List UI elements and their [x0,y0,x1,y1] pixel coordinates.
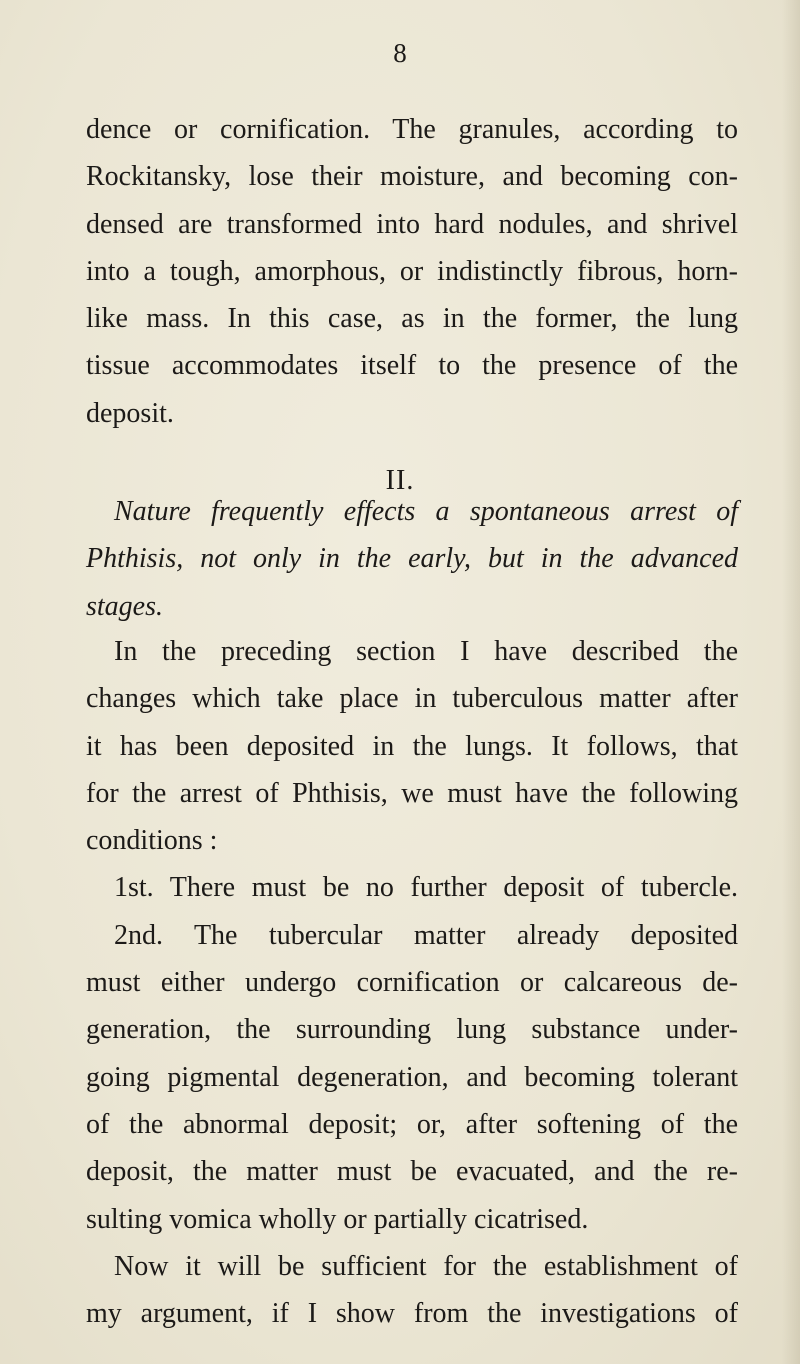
section-title-line: stages. [86,590,163,622]
text-line: going pigmental degeneration, and becoming tolerant [86,1061,738,1093]
text-line: deposit. [86,397,174,429]
paragraph-continued [86,106,738,437]
text-line: must either undergo cornification or calcareous de- [86,967,738,999]
text-line: Rockitansky, lose their moisture, and becoming con- [86,161,738,193]
text-line: sulting vomica wholly or partially cicatrised. [86,1203,589,1235]
section-title-line: Phthisis, not only in the early, but in the advanced [86,543,738,575]
text-line: 2nd. The tubercular matter already deposited [114,919,738,951]
text-line: In the preceding section I have described the [114,636,738,667]
text-line: like mass. In this case, as in the former, the lung [86,303,738,335]
text-line: conditions : [86,825,218,857]
text-line: deposit, the matter must be evacuated, and the re- [86,1156,738,1188]
section-title-line: Nature frequently effects a spontaneous arrest of [114,496,738,527]
section-title [86,488,738,630]
text-line: it has been deposited in the lungs. It follows, that [86,730,738,762]
text-line: dence or cornification. The granules, according to [86,114,738,145]
text-line: changes which take place in tuberculous matter after [86,683,738,715]
text-line: for the arrest of Phthisis, we must have the following [86,777,738,809]
text-line: of the abnormal deposit; or, after softening of the [86,1108,738,1140]
text-line: Now it will be sufficient for the establishment of [114,1250,738,1282]
text-line: densed are transformed into hard nodules, and shrivel [86,208,738,240]
text-line: generation, the surrounding lung substance under- [86,1014,738,1046]
section-heading: II. [385,465,415,496]
page-edge-shadow [782,0,800,1364]
text-line: my argument, if I show from the investigations of [86,1298,738,1330]
text-line: 1st. There must be no further deposit of tubercle. [114,872,738,904]
text-line: tissue accommodates itself to the presence of the [86,350,738,382]
text-line: into a tough, amorphous, or indistinctly fibrous, horn- [86,255,738,287]
page-number: 8 [393,38,407,68]
body-text [86,628,738,1337]
